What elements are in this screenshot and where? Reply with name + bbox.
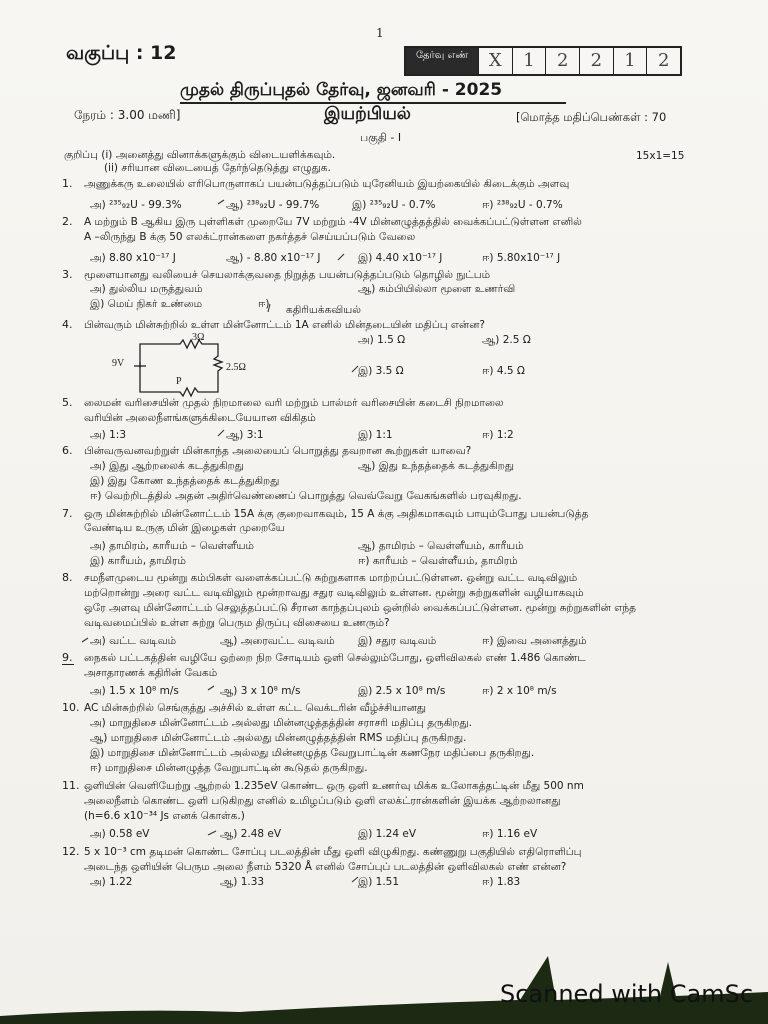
option: அ) துல்லிய மருத்துவம் [90, 283, 203, 295]
option: அ) 1:3 [90, 429, 127, 441]
emf-label: 9V [112, 358, 125, 369]
option: அ) 8.80 x10⁻¹⁷ J [90, 252, 176, 264]
option: இ) ²³⁵₉₂U - 0.7% [352, 199, 436, 211]
question-number: 2. [62, 215, 73, 228]
grade-label: வகுப்பு : 12 [66, 42, 177, 64]
option: ஆ) 1.33 [220, 876, 265, 888]
option: ஈ) வெற்றிடத்தில் அதன் அதிர்வெண்ணைப் பொறுத்து வெவ்வேறு வேகங்களில் பரவுகிறது. [90, 490, 522, 502]
option: ஈ) [258, 298, 270, 310]
option: ஈ) 1.16 eV [482, 828, 538, 840]
option: ஈ) 1:2 [482, 429, 514, 441]
roll-digit: 2 [579, 48, 613, 74]
option: ஆ) 2.5 Ω [482, 334, 531, 346]
question-text: 5 x 10⁻³ cm தடிமன் கொண்ட சோப்பு படலத்தின் மீது ஒளி விழுகிறது. கண்ணுறு பகுதியில் எதிரொளிப்பு [84, 846, 582, 858]
option: அ) 1.22 [90, 876, 133, 888]
option: இ) 1.24 eV [358, 828, 417, 840]
question-text-line: மற்றொன்று அரை வட்ட வடிவிலும் மூன்றாவது சதுர வடிவிலும் உள்ளன. மூன்று சுற்றுகளின் வழியாகவும் [84, 587, 584, 599]
total-marks: [மொத்த மதிப்பெண்கள் : 70 [516, 110, 667, 124]
resistor-2-5-label: 2.5Ω [226, 362, 246, 373]
option: அ) ²³⁵₉₂U - 99.3% [90, 199, 182, 211]
question-text: லைமன் வரிசையின் முதல் நிறமாலை வரி மற்றும் பால்மர் வரிசையின் கடைசி நிறமாலை [84, 397, 504, 409]
question-number: 4. [62, 318, 73, 331]
instruction-1: குறிப்பு (i) அனைத்து வினாக்களுக்கும் விடையளிக்கவும். [64, 149, 336, 161]
instruction-2: (ii) சரியான விடையைத் தேர்ந்தெடுத்து எழுதுக. [104, 162, 331, 174]
question-number: 3. [62, 268, 73, 281]
option: இ) சதுர வடிவம் [358, 635, 437, 647]
question-text: மூளையானது வலியைச் செயலாக்குவதை நிறுத்த பயன்படுத்தப்படும் தொழில் நுட்பம் [84, 269, 491, 281]
question-text: பின்வரும் மின்சுற்றில் உள்ள மின்னோட்டம் 1A எனில் மின்தடையின் மதிப்பு என்ன? [84, 319, 485, 331]
option: ஆ) இது உந்தத்தைக் கடத்துகிறது [358, 460, 515, 472]
option: இ) 1:1 [358, 429, 393, 441]
option: ஆ) - 8.80 x10⁻¹⁷ J [226, 252, 321, 264]
option: அ) மாறுதிசை மின்னோட்டம் அல்லது மின்னழுத்தத்தின் சராசரி மதிப்பு தருகிறது. [90, 717, 472, 729]
question-text-line: வரியின் அலைநீளங்களுக்கிடையேயான விகிதம் [84, 412, 316, 424]
page-number: 1 [376, 26, 384, 40]
option: ஈ) 5.80x10⁻¹⁷ J [482, 252, 561, 264]
question-text-line: ஒரே அளவு மின்னோட்டம் செலுத்தப்பட்டு சீரான காந்தப்புலம் ஒன்றில் வைக்கப்பட்டுள்ளன. மூன்று சுற்றுகளின் எந்த [84, 602, 636, 614]
question-text-line: அசாதாரணக் கதிரின் வேகம் [84, 667, 218, 679]
option: ஈ) இவை அனைத்தும் [482, 635, 587, 647]
question-text-line: அலைநீளம் கொண்ட ஒளி படுகிறது எனில் உமிழப்படும் ஒளி எலக்ட்ரான்களின் இயக்க ஆற்றலானது [84, 795, 561, 807]
option: ஆ) 3 x 10⁸ m/s [220, 685, 301, 697]
roll-digit: 2 [545, 48, 579, 74]
question-number: 11. [62, 779, 80, 792]
question-text-line: (h=6.6 x10⁻³⁴ Js எனக் கொள்க.) [84, 810, 245, 822]
resistor-3-ohm-label: 3Ω [192, 332, 205, 343]
option: ஈ) 1.83 [482, 876, 521, 888]
question-number: 12. [62, 845, 80, 858]
option: ஆ) 2.48 eV [220, 828, 282, 840]
option: ஆ) அரைவட்ட வடிவம் [220, 635, 335, 647]
question-text: நைகல் பட்டகத்தின் வழியே ஒற்றை நிற சோடியம் ஒளி செல்லும்போது, ஒளிவிலகல் எண் 1.486 கொண்ட [84, 652, 586, 664]
question-number: 10. [62, 701, 80, 714]
scanner-watermark: Scanned with CamSc [500, 980, 754, 1008]
option: இ) மாறுதிசை மின்னோட்டம் அல்லது மின்னழுத்த வேறுபாட்டின் கணநேர மதிப்பை தருகிறது. [90, 747, 535, 759]
question-number: 5. [62, 396, 73, 409]
question-number: 7. [62, 507, 73, 520]
option: ஈ) ²³⁸₉₂U - 0.7% [482, 199, 563, 211]
option: இ) 4.40 x10⁻¹⁷ J [358, 252, 443, 264]
option: இ) மெய் நிகர் உண்மை [90, 298, 203, 310]
question-text: பின்வருவனவற்றுள் மின்காந்த அலையைப் பொறுத்து தவறான கூற்றுகள் யாவை? [84, 445, 472, 457]
question-text: சமநீளமுடைய மூன்று கம்பிகள் வளைக்கப்பட்டு சுற்றுகளாக மாற்றப்பட்டுள்ளன. ஒன்று வட்ட வடிவிலும் [84, 572, 578, 584]
option: ஈ) காரீயம் – வெள்ளீயம், தாமிரம் [358, 555, 518, 567]
score-formula: 15x1=15 [636, 150, 685, 162]
option: அ) தாமிரம், காரீயம் – வெள்ளீயம் [90, 540, 254, 552]
option: இ) 3.5 Ω [358, 365, 404, 377]
question-text: ஒரு மின்சுற்றில் மின்னோட்டம் 15A க்கு குறைவாகவும், 15 A க்கு அதிகமாகவும் பாயும்போது பயன்படுத்த [84, 508, 589, 520]
exam-time: நேரம் : 3.00 மணி] [74, 108, 181, 122]
option: ஈ) 4.5 Ω [482, 365, 525, 377]
question-text: AC மின்சுற்றில் செங்குத்து அச்சில் உள்ள கட்ட வெக்டரின் வீழ்ச்சியானது [84, 702, 427, 714]
exam-title: முதல் திருப்புதல் தேர்வு, ஜனவரி - 2025 [180, 80, 503, 100]
question-text-line: அடைந்த ஒளியின் பெரும அலை நீளம் 5320 Å எனில் சோப்புப் படலத்தின் ஒளிவிலகல் எண் என்ன? [84, 861, 567, 873]
option: இ) 1.51 [358, 876, 400, 888]
roll-digit: 1 [613, 48, 647, 74]
option: அ) வட்ட வடிவம் [90, 635, 177, 647]
option: ஈ) மாறுதிசை மின்னழுத்த வேறுபாட்டின் கூடுதல் தருகிறது. [90, 762, 368, 774]
option: கதிரியக்கவியல் [286, 304, 361, 316]
option: ஆ) மாறுதிசை மின்னோட்டம் அல்லது மின்னழுத்தத்தின் RMS மதிப்பு தருகிறது. [90, 732, 467, 744]
option: ஆ) தாமிரம் – வெள்ளீயம், காரீயம் [358, 540, 524, 552]
option: ஆ) கம்பியில்லா மூளை உணர்வி [358, 283, 516, 295]
roll-digit: 1 [512, 48, 546, 74]
option: ஆ) ²³⁸₉₂U - 99.7% [226, 199, 320, 211]
question-text: ஒளியின் வெளியேற்று ஆற்றல் 1.235eV கொண்ட ஒரு ஒளி உணர்வு மிக்க உலோகத்தட்டின் மீது 500 nm [84, 780, 584, 792]
roll-digit: X [478, 48, 512, 74]
subject-title: இயற்பியல் [324, 104, 411, 124]
roll-digit: 2 [646, 48, 680, 74]
part-label: பகுதி - I [360, 131, 402, 144]
question-number: 8. [62, 571, 73, 584]
unknown-resistor-label: P [176, 376, 182, 387]
option: அ) 1.5 Ω [358, 334, 406, 346]
question-text-line: வேண்டிய உருகு மின் இழைகள் முறையே [84, 522, 285, 534]
question-text-line: வடிவமைப்பில் உள்ள சுற்று பெரும திருப்பு விசையை உணரும்? [84, 617, 390, 629]
option: அ) 0.58 eV [90, 828, 150, 840]
option: இ) காரீயம், தாமிரம் [90, 555, 186, 567]
option: அ) 1.5 x 10⁸ m/s [90, 685, 179, 697]
question-text: A மற்றும் B ஆகிய இரு புள்ளிகள் முறையே 7V மற்றும் -4V மின்னழுத்தத்தில் வைக்கப்பட்டுள்ளன எனில் [84, 216, 582, 228]
option: இ) 2.5 x 10⁸ m/s [358, 685, 446, 697]
option: அ) இது ஆற்றலைக் கடத்துகிறது [90, 460, 244, 472]
option: ஈ) 2 x 10⁸ m/s [482, 685, 557, 697]
question-number: 1. [62, 177, 73, 190]
question-text: அணுக்கரு உலையில் எரிபொருளாகப் பயன்படுத்தப்படும் யுரேனியம் இயற்கையில் கிடைக்கும் அளவு [84, 178, 570, 190]
question-text-line: A –லிருந்து B க்கு 50 எலக்ட்ரான்களை நகர்த்தச் செய்யப்படும் வேலை [84, 231, 416, 243]
option: ஆ) 3:1 [226, 429, 264, 441]
question-number: 6. [62, 444, 73, 457]
question-number: 9. [62, 651, 73, 664]
roll-number-label: தேர்வு எண் [406, 48, 478, 74]
option: இ) இது கோண உந்தத்தைக் கடத்துகிறது [90, 475, 280, 487]
